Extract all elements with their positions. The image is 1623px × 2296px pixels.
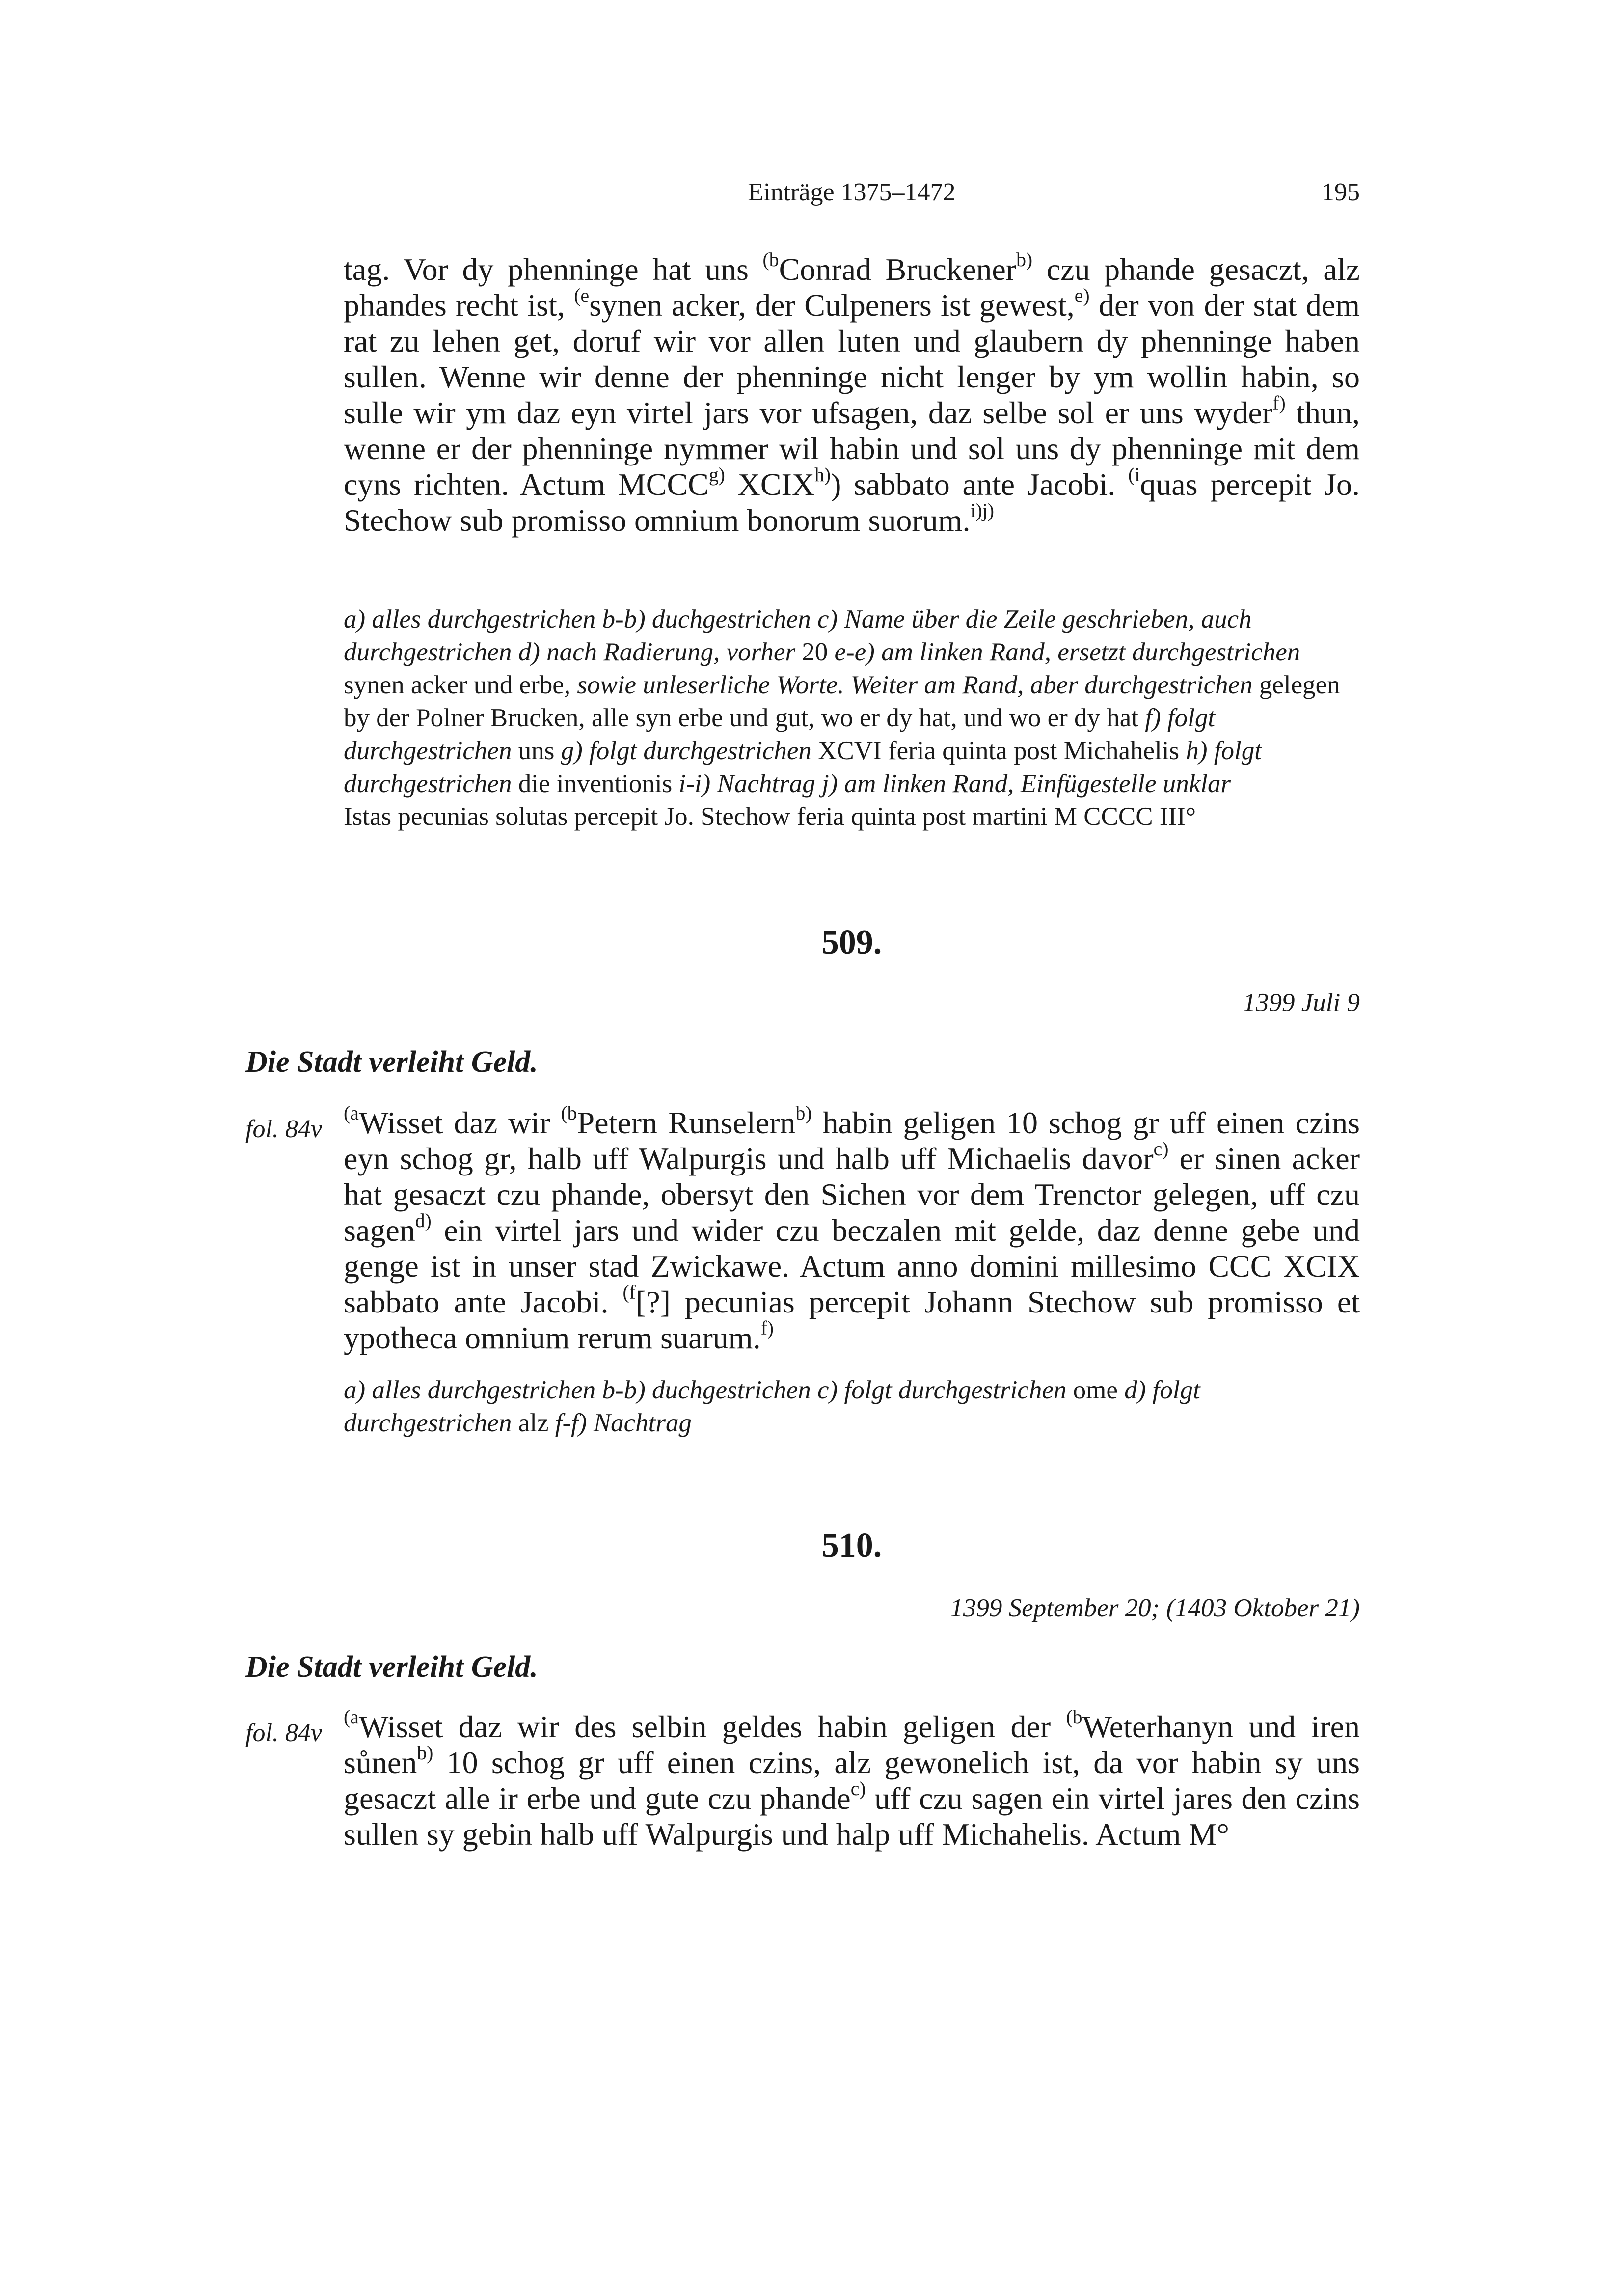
note-quote: uns bbox=[518, 737, 555, 765]
entry-date: 1399 September 20; (1403 Oktober 21) bbox=[950, 1594, 1360, 1622]
text-segment: Petern Runselern bbox=[577, 1105, 796, 1140]
entry-number: 509. bbox=[821, 924, 882, 961]
text-segment: 10 schog gr uff einen czins, alz gewonelich ist, da vor habin sy uns gesaczt alle ir erbe und gute czu phande bbox=[344, 1745, 1360, 1816]
note-quote: XCVI feria quinta post Michahelis bbox=[818, 737, 1180, 765]
text-segment: synen acker, der Culpeners ist gewest, bbox=[589, 288, 1075, 323]
entry-text bbox=[344, 1706, 1360, 1852]
note-marker: (a bbox=[344, 1706, 359, 1728]
entry-title: Die Stadt verleiht Geld. bbox=[245, 1045, 538, 1079]
continued-entry-text bbox=[344, 248, 1360, 538]
note-marker: b) bbox=[795, 1102, 812, 1124]
running-head-title: Einträge 1375–1472 bbox=[748, 178, 956, 206]
text-segment: ein virtel jars und wider czu beczalen mit gelde, daz denne gebe und genge ist in unser stad Zwickawe. Actum anno domini millesimo CCC XCIX sabbato ante Jacobi. bbox=[344, 1213, 1360, 1319]
note-text: d) folgt durchgestrichen bbox=[344, 1376, 1200, 1437]
text-segment: ) sabbato ante Jacobi. bbox=[831, 467, 1129, 502]
note-marker: c) bbox=[1153, 1138, 1169, 1160]
note-marker: (b bbox=[1066, 1706, 1082, 1728]
folio-reference: fol. 84v bbox=[245, 1115, 322, 1143]
text-segment: quas percepit Jo. Stechow sub promisso omnium bonorum suorum. bbox=[344, 467, 1360, 538]
entry-number: 510. bbox=[821, 1527, 882, 1564]
note-quote: die inventionis bbox=[518, 769, 673, 798]
entry-date: 1399 Juli 9 bbox=[1243, 988, 1360, 1017]
entry-text bbox=[344, 1102, 1360, 1356]
note-marker: (e bbox=[574, 284, 590, 306]
text-segment: thun, wenne er der phenninge nymmer wil habin und sol uns dy phenninge mit dem cyns richten. Actum MCCC bbox=[344, 395, 1360, 502]
note-quote: Istas pecunias solutas percepit Jo. Stechow feria quinta post martini M CCCC III° bbox=[344, 802, 1196, 831]
note-quote: gelegen by der Polner Brucken, alle syn erbe und gut, wo er dy hat, und wo er dy hat bbox=[344, 671, 1340, 732]
note-text: f) folgt durchgestrichen bbox=[344, 704, 1216, 765]
text-segment: er sinen acker hat gesaczt czu phande, obersyt den Sichen vor dem Trenctor gelegen, uff czu sagen bbox=[344, 1141, 1360, 1248]
text-segment: uff czu sagen ein virtel jares den czins sullen sy gebin halb uff Walpurgis und halp uff Michahelis. Actum M° bbox=[344, 1781, 1360, 1852]
note-marker: (b bbox=[561, 1102, 577, 1124]
note-quote: ome bbox=[1073, 1376, 1118, 1404]
note-text: f-f) Nachtrag bbox=[548, 1409, 692, 1437]
text-segment: Wisset daz wir bbox=[358, 1105, 561, 1140]
critical-apparatus bbox=[344, 603, 1360, 833]
critical-apparatus bbox=[344, 1374, 1360, 1440]
note-marker: h) bbox=[814, 464, 831, 486]
folio-reference: fol. 84v bbox=[245, 1719, 322, 1747]
text-segment: Wisset daz wir des selbin geldes habin geligen der bbox=[358, 1709, 1066, 1744]
page-number: 195 bbox=[1322, 178, 1360, 206]
note-marker: f) bbox=[760, 1317, 774, 1339]
text-segment: Conrad Bruckener bbox=[779, 252, 1017, 287]
note-text: , sowie unleserliche Worte. Weiter am Rand, aber durchgestrichen bbox=[564, 671, 1259, 699]
note-quote: 20 bbox=[802, 638, 828, 666]
note-marker: (b bbox=[762, 248, 779, 271]
text-segment: czu phande gesaczt, alz phandes recht ist, bbox=[344, 252, 1360, 323]
text-segment: XCIX bbox=[725, 467, 815, 502]
text-segment: Weterhanyn und iren sůnen bbox=[344, 1709, 1360, 1780]
note-quote: alz bbox=[518, 1409, 549, 1437]
note-text: g) folgt durchgestrichen bbox=[554, 737, 818, 765]
note-marker: c) bbox=[850, 1777, 866, 1800]
note-marker: e) bbox=[1074, 284, 1090, 306]
note-marker: b) bbox=[1016, 248, 1033, 271]
note-quote: synen acker und erbe bbox=[344, 671, 564, 699]
text-segment: habin geligen 10 schog gr uff einen czins eyn schog gr, halb uff Walpurgis und halb uff Michaelis davor bbox=[344, 1105, 1360, 1176]
note-marker: (f bbox=[622, 1281, 636, 1303]
note-text: h) folgt durchgestrichen bbox=[344, 737, 1262, 798]
entry-title: Die Stadt verleiht Geld. bbox=[245, 1650, 538, 1684]
note-text: e-e) am linken Rand, ersetzt durchgestrichen bbox=[828, 638, 1300, 666]
note-text: a) alles durchgestrichen b-b) duchgestrichen c) Name über die Zeile geschrieben, auch durchgestrichen d) nach Radierung, vorher bbox=[344, 605, 1252, 666]
note-marker: i)j) bbox=[970, 499, 994, 521]
text-segment: der von der stat dem rat zu lehen get, doruf wir vor allen luten und glaubern dy phenninge haben sullen. Wenne wir denne der phenninge nicht lenger by ym wollin habin, so sulle wir ym daz eyn virtel jars vor ufsagen, daz selbe sol er uns wyder bbox=[344, 288, 1360, 430]
note-marker: d) bbox=[415, 1209, 432, 1231]
note-marker: g) bbox=[708, 464, 725, 486]
note-text: a) alles durchgestrichen b-b) duchgestrichen c) folgt durchgestrichen bbox=[344, 1376, 1073, 1404]
text-segment: [?] pecunias percepit Johann Stechow sub promisso et ypotheca omnium rerum suarum. bbox=[344, 1285, 1360, 1355]
note-text: i-i) Nachtrag j) am linken Rand, Einfügestelle unklar bbox=[672, 769, 1231, 798]
note-marker: (a bbox=[344, 1102, 359, 1124]
text-segment: tag. Vor dy phenninge hat uns bbox=[344, 252, 763, 287]
note-marker: b) bbox=[417, 1742, 433, 1764]
note-marker: f) bbox=[1272, 392, 1286, 414]
note-marker: (i bbox=[1128, 464, 1140, 486]
